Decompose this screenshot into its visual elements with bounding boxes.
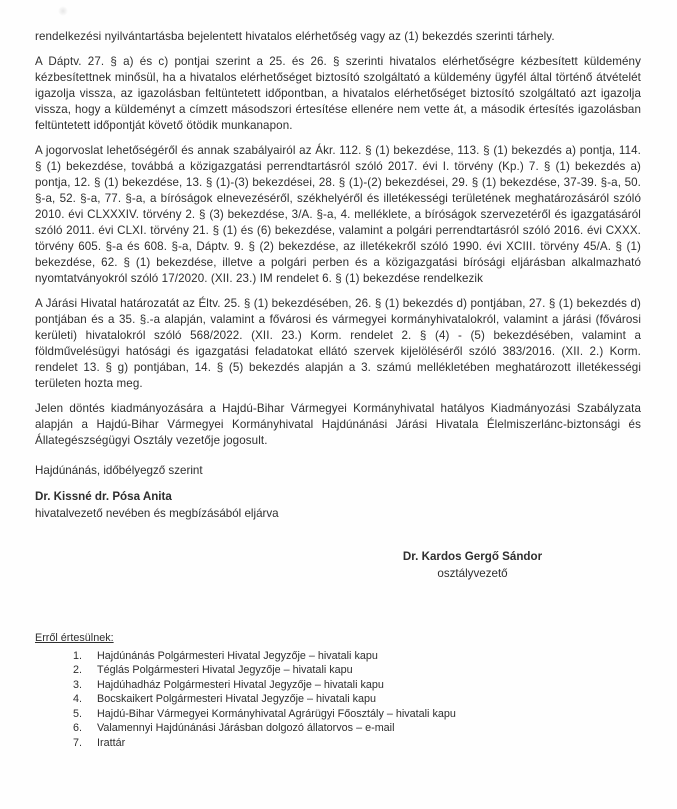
notify-list xyxy=(35,649,641,751)
notify-list-item: Hajdú-Bihar Vármegyei Kormányhivatal Agrárügyi Főosztály – hivatali kapu xyxy=(97,707,456,720)
dateline: Hajdúnánás, időbélyegző szerint xyxy=(35,464,203,477)
signer-right-block xyxy=(360,549,585,582)
signer-left-block xyxy=(35,489,641,522)
notify-list-item: Bocskaikert Polgármesteri Hivatal Jegyzője – hivatali kapu xyxy=(97,693,377,705)
notify-list-item: Hajdúhadház Polgármesteri Hivatal Jegyzője – hivatali kapu xyxy=(97,678,384,691)
signer-right-role: osztályvezető xyxy=(437,566,508,580)
notify-list-item: Hajdúnánás Polgármesteri Hivatal Jegyzője – hivatali kapu xyxy=(97,649,378,662)
signer-left-role: hivatalvezető nevében és megbízásából eljárva xyxy=(35,506,279,520)
signer-left-name: Dr. Kissné dr. Pósa Anita xyxy=(35,490,172,503)
notify-list-item: Téglás Polgármesteri Hivatal Jegyzője – hivatali kapu xyxy=(97,664,353,676)
scan-artifact xyxy=(58,6,68,16)
notify-section xyxy=(35,631,641,750)
paragraph-legal-remedy: A jogorvoslat lehetőségéről és annak szabályairól az Ákr. 112. § (1) bekezdése, 113. § (1) bekezdés a) pontja, 114. § (1) bekezdése, továbbá a közigazgatási perrendtartásról szóló 2017. évi I. törvény (Kp.) 7. § (1) bekezdés a) pontja, 12. § (1) bekezdése, 13. § (1)-(3) bekezdései, 28. § (1)-(2) bekezdései, 29. § (1) bekezdése, 37-39. §-a, 50. §-a, 52. §-a, 77. §-a, a bíróságok elnevezéséről, székhelyéről és illetékességi területének meghatározásáról szóló 2010. évi CLXXXIV. törvény 2. § (3) bekezdése, 3/A. §-a, 4. melléklete, a bíróságok szervezetéről és igazgatásáról szóló 2011. évi CLXI. törvény 21. § (1) és (6) bekezdése, valamint a polgári perrendtartásról szóló 2016. évi CXXX. törvény 605. §-a és 608. §-a, Dáptv. 9. § (2) bekezdése, az illetékekről szóló 1990. évi XCIII. törvény 45/A. § (1) bekezdése, 62. § (1) bekezdése, illetve a polgári perben és a közigazgatási bírósági eljárásban alkalmazható nyomtatványokról szóló 17/2020. (XII. 23.) IM rendelet 6. § (1) bekezdése rendelkezik xyxy=(35,144,641,285)
notify-list-item: Irattár xyxy=(97,736,126,749)
signer-right-name: Dr. Kardos Gergő Sándor xyxy=(402,550,543,563)
paragraph-delivery-rules: A Dáptv. 27. § a) és c) pontjai szerint a 25. és 26. § szerinti hivatalos elérhetőségre kézbesített küldemény kézbesítettnek minősül, ha a hivatalos elérhetőséget biztosító szolgáltató a küldemény ügyfél által történő átvételét igazolja vissza, az igazolásban feltüntetett időpontban, a hivatalos elérhetőséget biztosító szolgáltató azt igazolja vissza, hogy a küldeményt a címzett másodszori értesítése ellenére nem vette át, a második értesítés igazolásban feltüntetett időpontját követő ötödik munkanapon. xyxy=(35,55,641,132)
paragraph-storage-tail: rendelkezési nyilvántartásba bejelentett hivatalos elérhetőség vagy az (1) bekezdés szerinti tárhely. xyxy=(35,30,555,43)
paragraph-issuance-authority: Jelen döntés kiadmányozására a Hajdú-Bihar Vármegyei Kormányhivatal hatályos Kiadmányozási Szabályzata alapján a Hajdú-Bihar Vármegyei Kormányhivatal Hajdúnánási Járási Hivatala Élelmiszerlánc-biztonsági és Állategészségügyi Osztály vezetője jogosult. xyxy=(35,402,641,447)
notify-heading: Erről értesülnek: xyxy=(35,632,114,644)
paragraph-jurisdiction: A Járási Hivatal határozatát az Éltv. 25. § (1) bekezdésében, 26. § (1) bekezdés d) pontjában, 27. § (1) bekezdés d) pontjában és a 35. §.-a alapján, valamint a fővárosi és vármegyei kormányhivatalokról, valamint a járási (fővárosi kerületi) hivatalokról szóló 568/2022. (XII. 23.) Korm. rendelet 2. § (4) - (5) bekezdésében, valamint a földművelésügyi hatósági és igazgatási feladatokat ellátó szervek kijelöléséről szóló 383/2016. (XII. 2.) Korm. rendelet 13. § g) pontjában, 14. § (5) bekezdés alapján a 3. számú mellékletében meghatározott illetékességi területen hozta meg. xyxy=(35,297,641,390)
notify-list-item: Valamennyi Hajdúnánási Járásban dolgozó állatorvos – e-mail xyxy=(97,722,395,734)
